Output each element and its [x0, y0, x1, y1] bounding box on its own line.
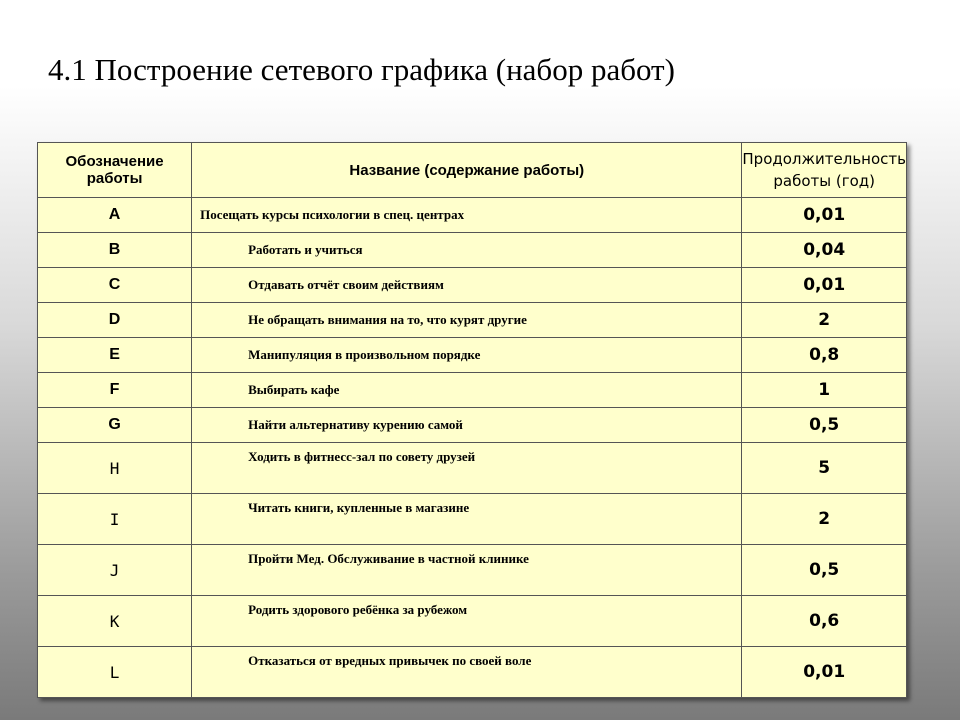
work-id: A [38, 198, 192, 233]
header-id: Обозначение работы [38, 143, 192, 198]
work-duration: 0,8 [742, 338, 907, 373]
table-row [38, 596, 907, 647]
work-name: Посещать курсы психологии в спец. центрах [192, 198, 742, 233]
table-row [38, 494, 907, 545]
work-name: Манипуляция в произвольном порядке [192, 338, 742, 373]
work-id: L [38, 647, 192, 698]
table-row [38, 647, 907, 698]
work-duration: 0,6 [742, 596, 907, 647]
work-name: Отказаться от вредных привычек по своей воле [192, 647, 742, 698]
works-table [37, 142, 907, 698]
header-name: Название (содержание работы) [192, 143, 742, 198]
work-id: D [38, 303, 192, 338]
work-id: H [38, 443, 192, 494]
work-duration: 2 [742, 303, 907, 338]
work-duration: 0,01 [742, 268, 907, 303]
work-name: Родить здорового ребёнка за рубежом [192, 596, 742, 647]
header-duration: Продолжительность работы (год) [742, 143, 907, 198]
work-id: G [38, 408, 192, 443]
table-row [38, 268, 907, 303]
work-duration: 0,04 [742, 233, 907, 268]
table-row [38, 408, 907, 443]
slide-title: 4.1 Построение сетевого графика (набор работ) [48, 52, 675, 87]
work-name: Ходить в фитнесс-зал по совету друзей [192, 443, 742, 494]
work-id: B [38, 233, 192, 268]
table-row [38, 198, 907, 233]
table-row [38, 545, 907, 596]
work-duration: 0,5 [742, 545, 907, 596]
work-duration: 0,5 [742, 408, 907, 443]
work-duration: 5 [742, 443, 907, 494]
table-row [38, 233, 907, 268]
table-row [38, 443, 907, 494]
table-row [38, 303, 907, 338]
table-header-row [38, 143, 907, 198]
work-name: Пройти Мед. Обслуживание в частной клинике [192, 545, 742, 596]
work-duration: 0,01 [742, 198, 907, 233]
work-name: Читать книги, купленные в магазине [192, 494, 742, 545]
work-name: Отдавать отчёт своим действиям [192, 268, 742, 303]
work-id: C [38, 268, 192, 303]
work-name: Найти альтернативу курению самой [192, 408, 742, 443]
work-id: J [38, 545, 192, 596]
work-id: E [38, 338, 192, 373]
work-name: Выбирать кафе [192, 373, 742, 408]
work-duration: 1 [742, 373, 907, 408]
work-duration: 0,01 [742, 647, 907, 698]
table-row [38, 373, 907, 408]
work-id: I [38, 494, 192, 545]
work-duration: 2 [742, 494, 907, 545]
work-name: Не обращать внимания на то, что курят другие [192, 303, 742, 338]
work-name: Работать и учиться [192, 233, 742, 268]
table-row [38, 338, 907, 373]
work-id: K [38, 596, 192, 647]
work-id: F [38, 373, 192, 408]
